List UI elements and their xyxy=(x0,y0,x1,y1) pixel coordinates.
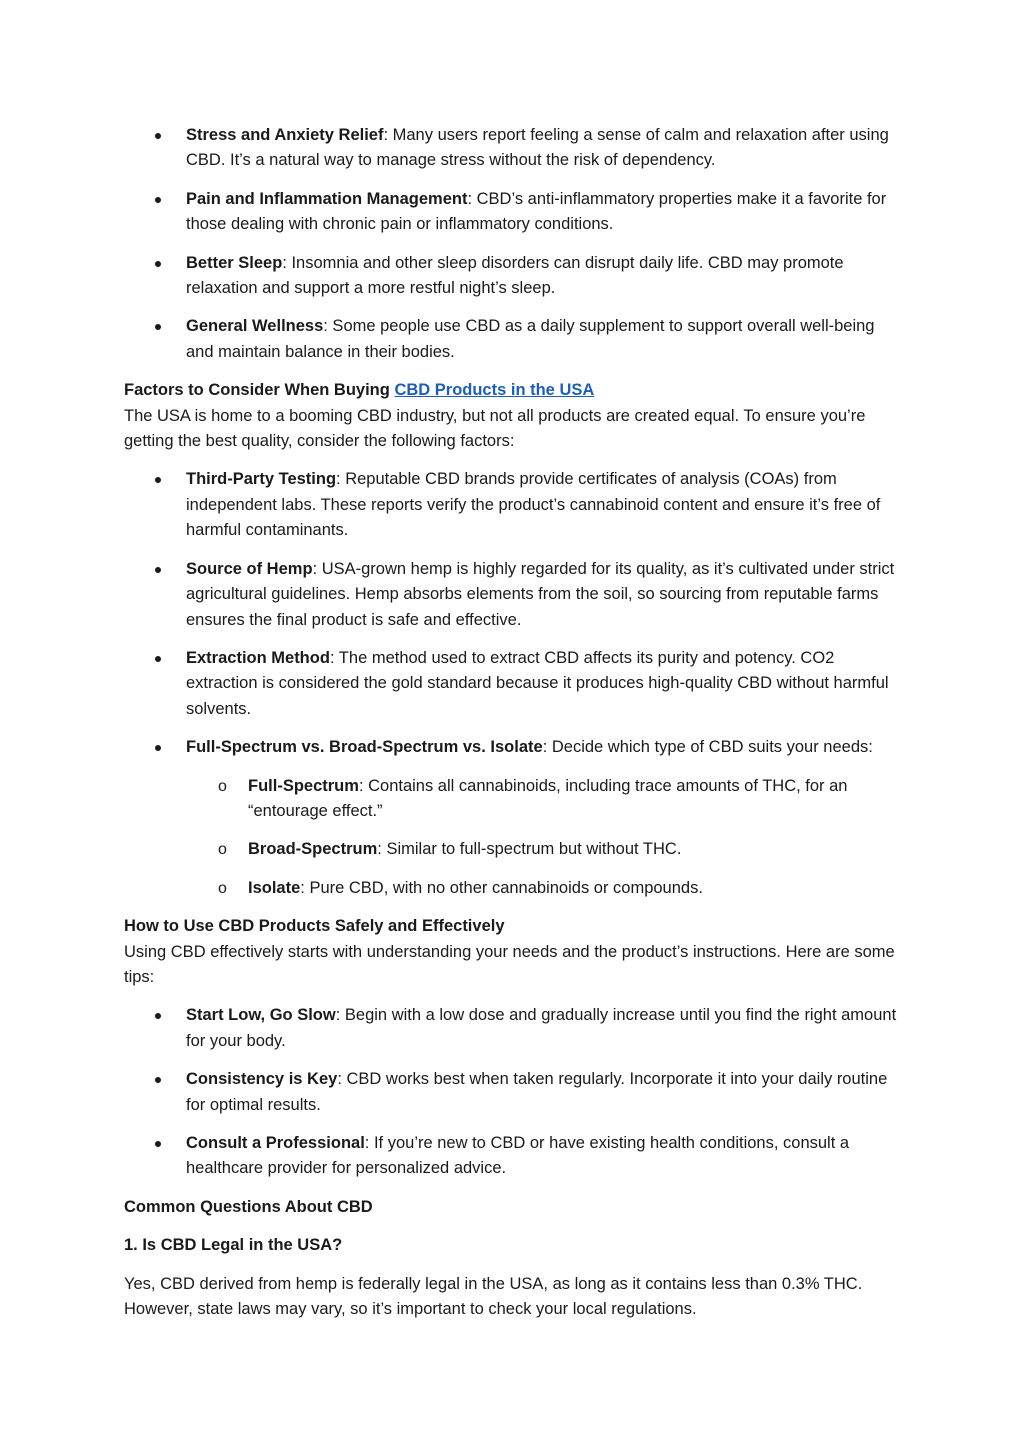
list-item xyxy=(124,1131,904,1182)
faq-answer-1: Yes, CBD derived from hemp is federally legal in the USA, as long as it contains less than 0.3% THC. However, state laws may vary, so it’s important to check your local regulations. xyxy=(124,1274,863,1319)
document-content xyxy=(124,123,904,1322)
usage-intro: Using CBD effectively starts with understanding your needs and the product’s instructions. Here are some tips: xyxy=(124,942,895,986)
bullet-icon xyxy=(155,261,161,267)
factors-intro: The USA is home to a booming CBD industry, but not all products are created equal. To ensure you’re getting the best quality, consider the following factors: xyxy=(124,406,866,451)
list-item-text: : Some people use CBD as a daily supplement to support overall well-being and maintain balance in their bodies. xyxy=(186,317,875,361)
list-item-term: Better Sleep xyxy=(186,253,283,272)
sub-list-item-term: Isolate xyxy=(248,878,301,897)
list-item-term: Start Low, Go Slow xyxy=(186,1006,336,1025)
sub-list-item xyxy=(186,774,904,825)
factors-heading-text: Factors to Consider When Buying xyxy=(124,381,395,400)
bullet-icon xyxy=(155,477,161,483)
benefits-list xyxy=(124,123,904,365)
list-item-term: Consistency is Key xyxy=(186,1070,338,1089)
list-item xyxy=(124,646,904,722)
list-item-text: : The method used to extract CBD affects its purity and potency. CO2 extraction is considered the gold standard because it produces high-quality CBD without harmful solvents. xyxy=(186,648,889,718)
list-item xyxy=(124,1067,904,1118)
bullet-icon xyxy=(155,567,161,573)
list-item-text: : CBD works best when taken regularly. Incorporate it into your daily routine for optimal results. xyxy=(186,1070,888,1114)
factors-list xyxy=(124,467,904,901)
list-item-text: : CBD’s anti-inflammatory properties make it a favorite for those dealing with chronic pain or inflammatory conditions. xyxy=(186,189,887,234)
list-item-text: : Reputable CBD brands provide certificates of analysis (COAs) from independent labs. These reports verify the product’s cannabinoid content and ensure it’s free of harmful contaminants. xyxy=(186,470,881,540)
faq-heading: Common Questions About CBD xyxy=(124,1197,373,1216)
bullet-icon xyxy=(155,324,161,330)
list-item xyxy=(124,314,904,365)
list-item xyxy=(124,1003,904,1054)
list-item xyxy=(124,557,904,633)
list-item-term: Source of Hemp xyxy=(186,559,313,578)
list-item xyxy=(124,251,904,302)
list-item-term: Pain and Inflammation Management xyxy=(186,189,468,208)
list-item-text: : Begin with a low dose and gradually increase until you find the right amount for your body. xyxy=(186,1006,897,1050)
list-item-term: Extraction Method xyxy=(186,648,330,667)
circle-bullet-icon: o xyxy=(218,841,227,859)
sub-list-item xyxy=(186,876,904,901)
bullet-icon xyxy=(155,1141,161,1147)
sub-list-item-text: : Contains all cannabinoids, including trace amounts of THC, for an “entourage effect.” xyxy=(248,776,848,820)
list-item-text: : Decide which type of CBD suits your needs: xyxy=(542,738,873,757)
bullet-icon xyxy=(155,1077,161,1083)
cbd-products-link[interactable]: CBD Products in the USA xyxy=(394,381,595,400)
usage-heading: How to Use CBD Products Safely and Effectively xyxy=(124,917,505,936)
usage-list xyxy=(124,1003,904,1181)
list-item xyxy=(124,735,904,901)
bullet-icon xyxy=(155,133,161,139)
circle-bullet-icon: o xyxy=(218,777,227,795)
sub-list-item xyxy=(186,837,904,862)
bullet-icon xyxy=(155,656,161,662)
sub-list-item-text: : Similar to full-spectrum but without THC. xyxy=(377,840,682,859)
sub-list-item-text: : Pure CBD, with no other cannabinoids or compounds. xyxy=(300,878,703,897)
list-item xyxy=(124,187,904,238)
circle-bullet-icon: o xyxy=(218,879,227,897)
list-item-term: Stress and Anxiety Relief xyxy=(186,126,384,144)
bullet-icon xyxy=(155,745,161,751)
list-item xyxy=(124,123,904,174)
sub-list-item-term: Broad-Spectrum xyxy=(248,840,378,859)
list-item-text: : USA-grown hemp is highly regarded for its quality, as it’s cultivated under strict agricultural guidelines. Hemp absorbs elements from the soil, so sourcing from reputable farms ensures the final product is safe and effective. xyxy=(186,559,895,629)
list-item-term: Third-Party Testing xyxy=(186,470,337,489)
factors-heading xyxy=(124,378,904,403)
list-item-term: Full-Spectrum vs. Broad-Spectrum vs. Isolate xyxy=(186,738,543,757)
list-item-term: General Wellness xyxy=(186,317,324,336)
list-item-text: : Many users report feeling a sense of calm and relaxation after using CBD. It’s a natural way to manage stress without the risk of dependency. xyxy=(186,126,889,170)
spectrum-sublist xyxy=(186,774,904,902)
list-item-term: Consult a Professional xyxy=(186,1134,365,1152)
bullet-icon xyxy=(155,1013,161,1019)
list-item xyxy=(124,467,904,543)
list-item-text: : Insomnia and other sleep disorders can disrupt daily life. CBD may promote relaxation and support a more restful night’s sleep. xyxy=(186,253,844,298)
faq-question-1: 1. Is CBD Legal in the USA? xyxy=(124,1236,343,1255)
list-item-text: : If you’re new to CBD or have existing health conditions, consult a healthcare provider for personalized advice. xyxy=(186,1134,850,1178)
sub-list-item-term: Full-Spectrum xyxy=(248,776,359,795)
bullet-icon xyxy=(155,197,161,203)
